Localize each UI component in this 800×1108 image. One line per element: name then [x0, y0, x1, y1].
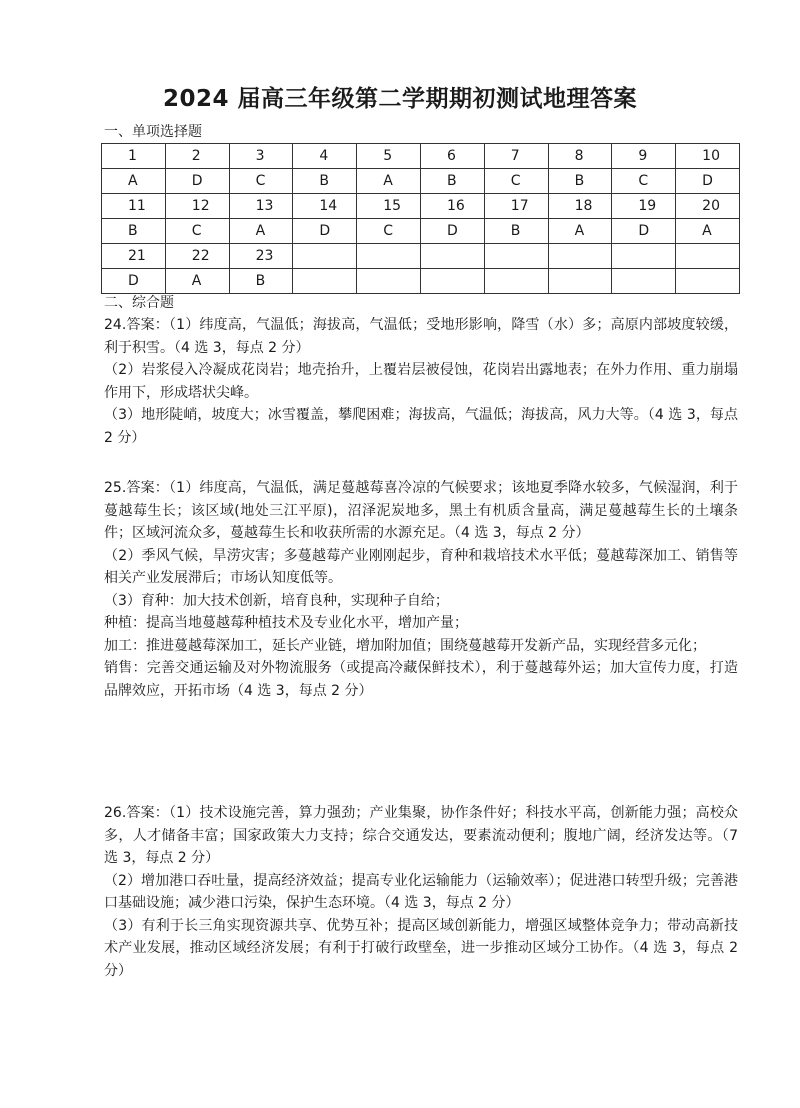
table-cell: A [548, 219, 612, 244]
table-row [102, 169, 740, 194]
table-cell: 7 [484, 144, 548, 169]
table-cell [676, 269, 740, 294]
table-cell [357, 244, 421, 269]
table-row [102, 244, 740, 269]
answer-25-line-2: （2）季风气候，旱涝灾害；多蔓越莓产业刚刚起步，育种和栽培技术水平低；蔓越莓深加工、销售等相关产业发展滞后；市场认知度低等。 [104, 547, 738, 586]
table-row [102, 269, 740, 294]
answer-26-line-1: 26.答案：（1）技术设施完善，算力强劲；产业集聚，协作条件好；科技水平高，创新能力强；高校众多，人才储备丰富；国家政策大力支持；综合交通发达，要素流动便利；腹地广阔，经济发达等。（7 选 3，每点 2 分） [104, 805, 738, 866]
answer-24-line-2: （2）岩浆侵入冷凝成花岗岩；地壳抬升，上覆岩层被侵蚀，花岗岩出露地表；在外力作用、重力崩塌作用下，形成塔状尖峰。 [104, 362, 738, 401]
table-cell: A [102, 169, 166, 194]
table-cell: 13 [229, 194, 293, 219]
table-cell: A [229, 219, 293, 244]
answer-26-line-3: （3）有利于长三角实现资源共享、优势互补；提高区域创新能力，增强区域整体竞争力；带动高新技术产业发展，推动区域经济发展；有利于打破行政壁垒，进一步推动区域分工协作。（4 选 3，每点 2 分） [104, 917, 738, 979]
answer-table-body [102, 144, 740, 294]
answer-table [101, 143, 740, 294]
table-cell: 19 [612, 194, 676, 219]
table-cell: 6 [420, 144, 484, 169]
answer-26-line-2: （2）增加港口吞吐量，提高经济效益；提高专业化运输能力（运输效率）；促进港口转型升级；完善港口基础设施；减少港口污染，保护生态环境。（4 选 3，每点 2 分） [104, 872, 738, 911]
table-cell: 22 [165, 244, 229, 269]
table-cell [357, 269, 421, 294]
table-cell [548, 244, 612, 269]
section-heading-multiple-choice: 一、单项选择题 [104, 124, 202, 140]
table-cell: A [357, 169, 421, 194]
table-cell: D [676, 169, 740, 194]
table-cell: A [676, 219, 740, 244]
table-cell: 10 [676, 144, 740, 169]
table-cell [420, 269, 484, 294]
table-cell: B [484, 219, 548, 244]
table-cell [484, 269, 548, 294]
table-cell [612, 269, 676, 294]
table-cell [484, 244, 548, 269]
table-cell: D [293, 219, 357, 244]
answer-25-line-3: （3）育种：加大技术创新，培育良种，实现种子自给； [104, 592, 449, 609]
table-cell: C [484, 169, 548, 194]
answer-25-line-6: 销售：完善交通运输及对外物流服务（或提高冷藏保鲜技术），利于蔓越莓外运；加大宣传力度，打造品牌效应，开拓市场（4 选 3，每点 2 分） [104, 660, 738, 699]
table-cell: 12 [165, 194, 229, 219]
table-cell [612, 244, 676, 269]
table-cell: 9 [612, 144, 676, 169]
answer-25-line-4: 种植：提高当地蔓越莓种植技术及专业化水平，增加产量； [104, 615, 468, 631]
table-row [102, 144, 740, 169]
section-heading-comprehensive: 二、综合题 [104, 295, 174, 311]
table-cell: 11 [102, 194, 166, 219]
table-cell: C [612, 169, 676, 194]
table-cell: C [229, 169, 293, 194]
table-cell: C [165, 219, 229, 244]
answer-26 [104, 802, 738, 982]
table-cell: 14 [293, 194, 357, 219]
table-cell: D [420, 219, 484, 244]
answer-25-line-1: 25.答案：（1）纬度高，气温低，满足蔓越莓喜冷凉的气候要求；该地夏季降水较多，气候湿润，利于蔓越莓生长；该区域(地处三江平原)，沼泽泥炭地多，黑土有机质含量高，满足蔓越莓生长的土壤条件；区域河流众多，蔓越莓生长和收获所需的水源充足。（4 选 3，每点 2 分） [104, 480, 738, 541]
answer-25 [104, 477, 738, 702]
table-cell: 18 [548, 194, 612, 219]
table-cell: 15 [357, 194, 421, 219]
table-cell: 16 [420, 194, 484, 219]
table-cell: B [420, 169, 484, 194]
table-row [102, 194, 740, 219]
table-cell: 21 [102, 244, 166, 269]
page-title: 2024 届高三年级第二学期期初测试地理答案 [162, 86, 638, 112]
table-cell: 23 [229, 244, 293, 269]
answer-24-line-3: （3）地形陡峭，坡度大；冰雪覆盖，攀爬困难；海拔高，气温低；海拔高，风力大等。（4 选 3，每点 2 分） [104, 407, 738, 446]
table-cell: 4 [293, 144, 357, 169]
table-cell: B [293, 169, 357, 194]
table-cell [293, 269, 357, 294]
table-cell: B [548, 169, 612, 194]
table-cell [420, 244, 484, 269]
answer-24 [104, 314, 738, 449]
table-cell [548, 269, 612, 294]
table-cell [676, 244, 740, 269]
table-cell: 17 [484, 194, 548, 219]
table-cell: A [165, 269, 229, 294]
table-cell: 8 [548, 144, 612, 169]
answer-24-line-1: 24.答案：（1）纬度高，气温低；海拔高，气温低；受地形影响，降雪（水）多；高原内部坡度较缓，利于积雪。（4 选 3，每点 2 分） [104, 317, 738, 356]
table-cell: D [102, 269, 166, 294]
table-cell: C [357, 219, 421, 244]
table-cell: 2 [165, 144, 229, 169]
table-row [102, 219, 740, 244]
table-cell: 3 [229, 144, 293, 169]
table-cell: B [229, 269, 293, 294]
table-cell: D [612, 219, 676, 244]
answer-25-line-5: 加工：推进蔓越莓深加工，延长产业链，增加附加值；围绕蔓越莓开发新产品，实现经营多元化； [104, 637, 706, 654]
table-cell: 1 [102, 144, 166, 169]
table-cell: D [165, 169, 229, 194]
table-cell [293, 244, 357, 269]
table-cell: B [102, 219, 166, 244]
table-cell: 5 [357, 144, 421, 169]
table-cell: 20 [676, 194, 740, 219]
